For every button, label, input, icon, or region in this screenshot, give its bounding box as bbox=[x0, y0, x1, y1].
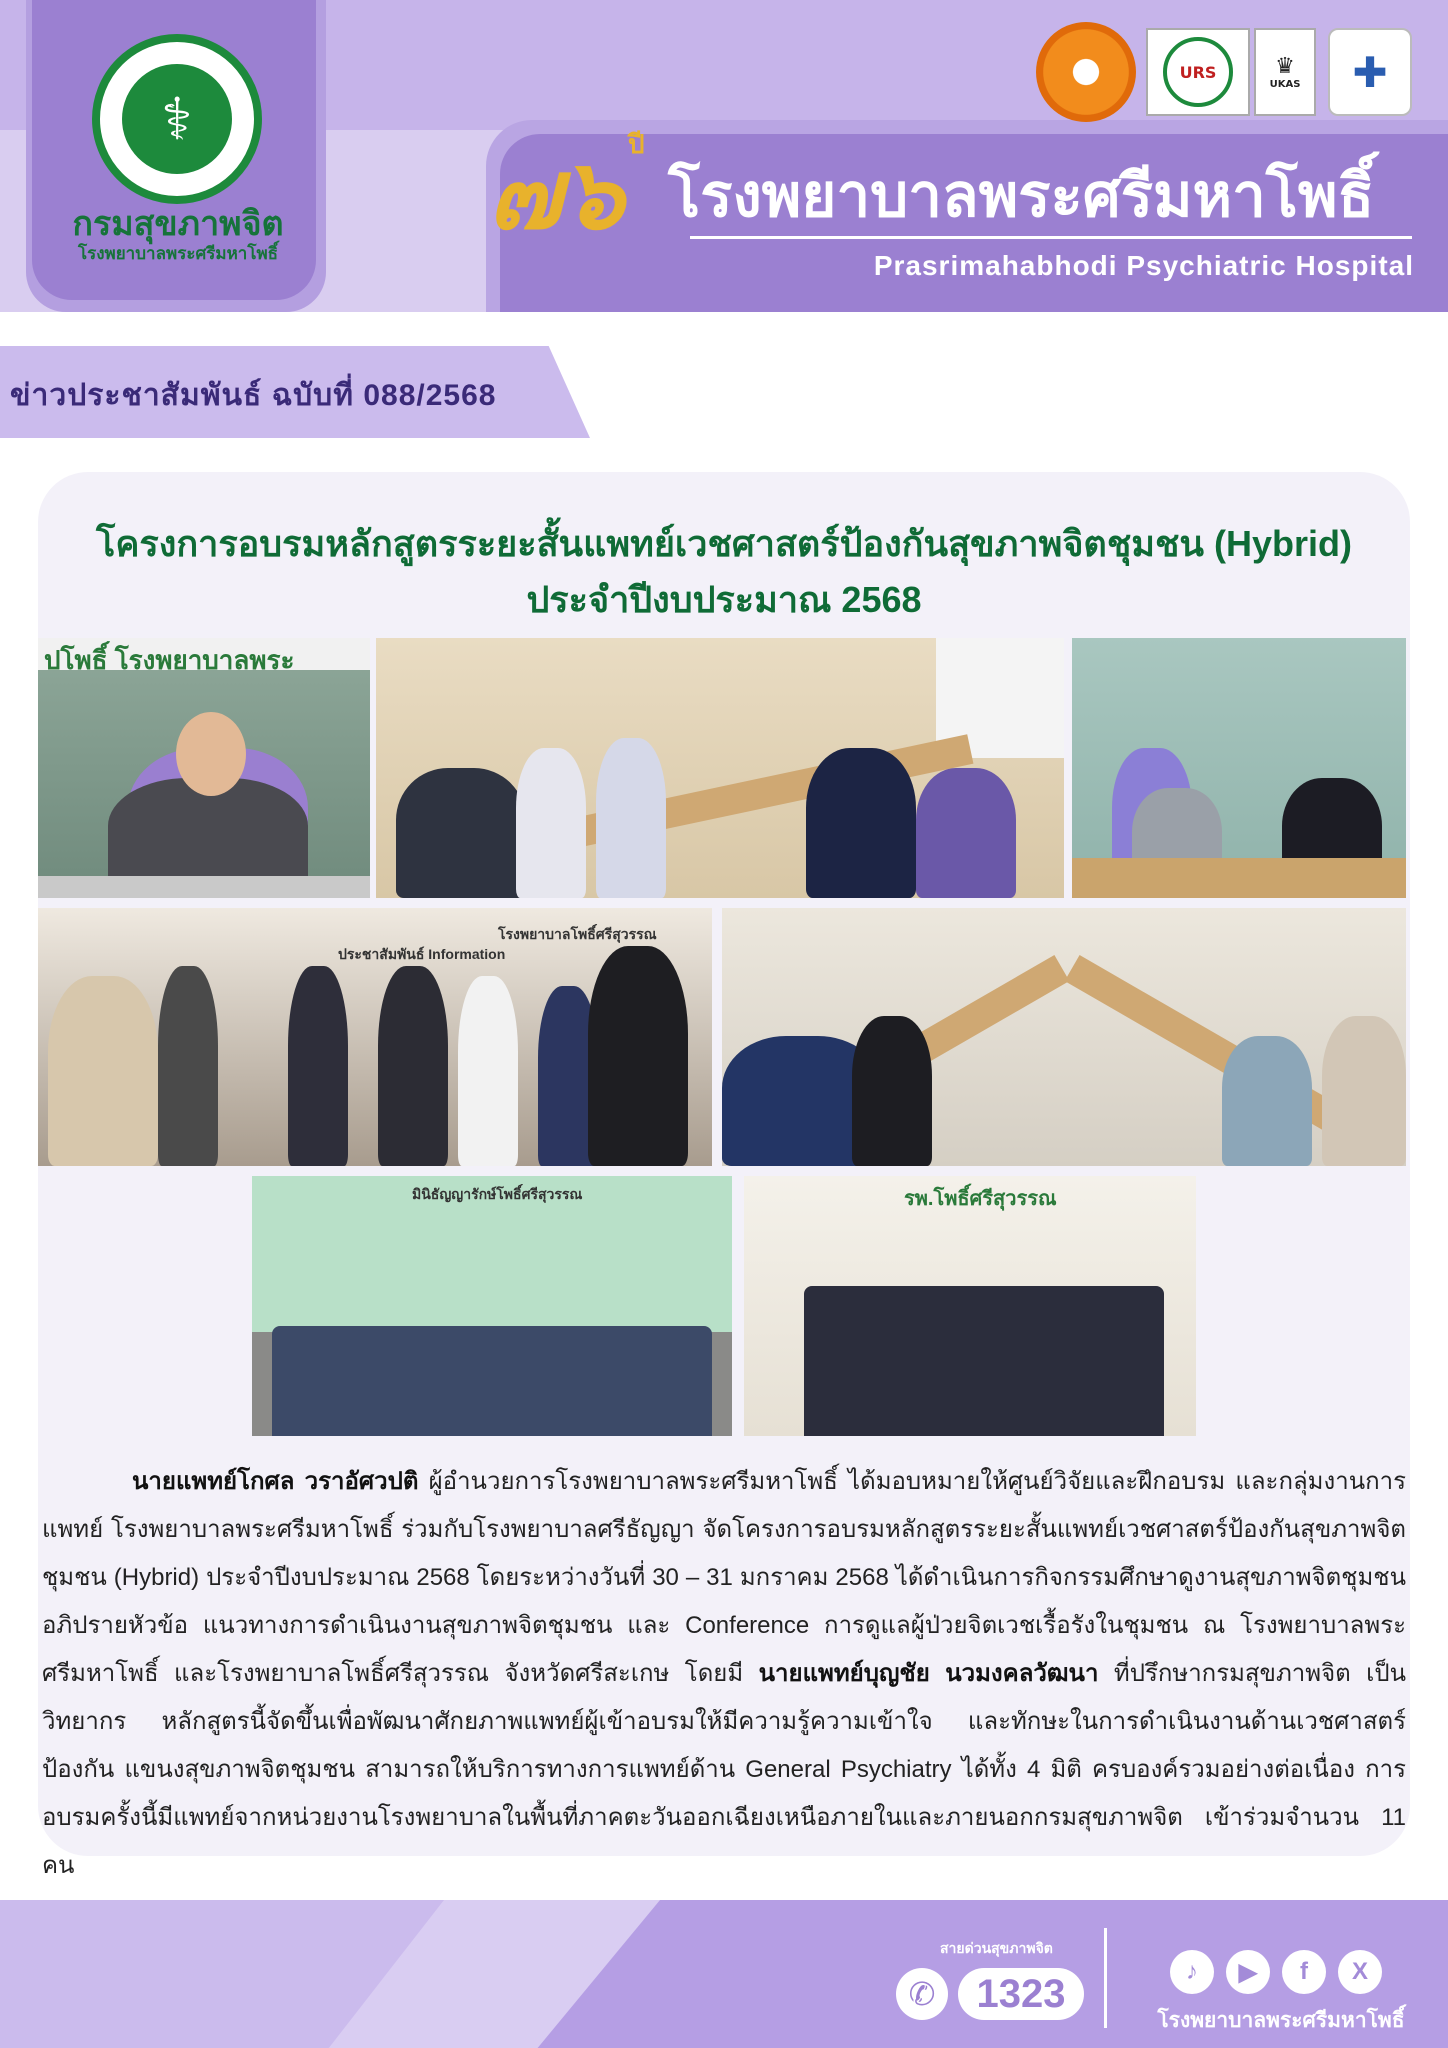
person bbox=[516, 748, 586, 898]
photo-director-speaking bbox=[38, 638, 370, 898]
group-people bbox=[804, 1286, 1164, 1436]
body-text-1: ผู้อำนวยการโรงพยาบาลพระศรีมหาโพธิ์ ได้มอบหมายให้ศูนย์วิจัยและฝึกอบรม และกลุ่มงานการแพทย์ โรงพยาบาลพระศรีมหาโพธิ์ ร่วมกับโรงพยาบาลศรีธัญญา จัดโครงการอบรมหลักสูตรระยะสั้นแพทย์เวชศาสตร์ป้องกันสุขภาพจิตชุมชน (Hybrid) ประจำปีงบประมาณ 2568 โดยระหว่างวันที่ 30 – 31 มกราคม 2568 ได้ดำเนินการกิจกรรมศึกษาดูงานสุขภาพจิตชุมชน อภิปรายหัวข้อ แนวทางการดำเนินงานสุขภาพจิตชุมชน และ Conference การดูแลผู้ป่วยจิตเวชเรื้อรังในชุมชน ณ โรงพยาบาลพระศรีมหาโพธิ์ และโรงพยาบาลโพธิ์ศรีสุวรรณ จังหวัดศรีสะเกษ โดยมี bbox=[42, 1468, 1406, 1687]
footer-hospital-name: โรงพยาบาลพระศรีมหาโพธิ์ bbox=[1157, 2009, 1405, 2032]
person bbox=[458, 976, 518, 1166]
ukas-label: UKAS bbox=[1269, 79, 1301, 90]
news-title bbox=[40, 516, 1408, 628]
desk bbox=[1072, 858, 1406, 898]
group-people bbox=[272, 1326, 712, 1436]
dharma-wheel-icon bbox=[1036, 22, 1136, 122]
building-sign: มินิธัญญารักษ์โพธิ์ศรีสุวรรณ bbox=[412, 1186, 583, 1202]
hospital-name-divider bbox=[690, 236, 1412, 239]
anniversary-unit: ปี bbox=[628, 130, 645, 160]
facebook-icon[interactable]: f bbox=[1282, 1950, 1326, 1994]
issue-label: ข่าวประชาสัมพันธ์ ฉบับที่ 088/2568 bbox=[10, 379, 497, 412]
person bbox=[588, 946, 688, 1166]
tiktok-icon[interactable]: ♪ bbox=[1170, 1950, 1214, 1994]
hospital-name-english: Prasrimahabhodi Psychiatric Hospital bbox=[873, 250, 1414, 281]
person bbox=[1322, 1016, 1406, 1166]
speaker-name: นายแพทย์บุญชัย นวมงคลวัฒนา bbox=[758, 1660, 1099, 1687]
person bbox=[1222, 1036, 1312, 1166]
ukas-certification-icon bbox=[1254, 28, 1316, 116]
medical-cross-icon: ✚ bbox=[1352, 47, 1388, 97]
chair bbox=[916, 768, 1016, 898]
person bbox=[48, 976, 158, 1166]
person bbox=[158, 966, 218, 1166]
anniversary-number: ๗๖ bbox=[488, 137, 624, 252]
person bbox=[852, 1016, 932, 1166]
hospital-name-thai: โรงพยาบาลพระศรีมหาโพธิ์ bbox=[668, 162, 1375, 229]
photo-banner-text: ปโพธิ์ โรงพยาบาลพระ bbox=[44, 645, 295, 675]
phone-icon: ✆ bbox=[896, 1968, 948, 2020]
urs-label: URS bbox=[1163, 37, 1233, 107]
info-sign: ประชาสัมพันธ์ Information bbox=[338, 946, 506, 962]
department-logo-subtitle: โรงพยาบาลพระศรีมหาโพธิ์ bbox=[77, 244, 279, 263]
news-title-line-1: โครงการอบรมหลักสูตรระยะสั้นแพทย์เวชศาสตร์ป้องกันสุขภาพจิตชุมชน (Hybrid) bbox=[95, 523, 1353, 564]
urs-certification-icon bbox=[1146, 28, 1250, 116]
healthcare-accreditation-icon bbox=[1328, 28, 1412, 116]
person bbox=[806, 748, 916, 898]
ministry-seal-icon bbox=[92, 34, 262, 204]
anniversary-emblem bbox=[488, 116, 658, 256]
photo-meeting-room bbox=[376, 638, 1064, 898]
department-name: กรมสุขภาพจิต bbox=[72, 205, 284, 243]
hotline-caption: สายด่วนสุขภาพจิต bbox=[940, 1940, 1053, 1956]
youtube-icon[interactable]: ▶ bbox=[1226, 1950, 1270, 1994]
person bbox=[378, 966, 448, 1166]
caduceus-icon: ⚕ bbox=[122, 64, 232, 174]
photo-online-session bbox=[1072, 638, 1406, 898]
person bbox=[396, 768, 526, 898]
x-icon[interactable]: X bbox=[1338, 1950, 1382, 1994]
footer-divider bbox=[1104, 1928, 1107, 2028]
photo-group-building bbox=[252, 1176, 732, 1436]
news-body bbox=[42, 1458, 1406, 1890]
hotline-number[interactable]: 1323 bbox=[958, 1968, 1084, 2020]
director-name: นายแพทย์โกศล วราอัศวปติ bbox=[132, 1468, 419, 1495]
person-head bbox=[176, 712, 246, 796]
rp-sign: รพ.โพธิ์ศรีสุวรรณ bbox=[904, 1188, 1057, 1210]
crown-tick-icon: ♛ bbox=[1275, 54, 1295, 79]
body-text-2: ที่ปรึกษากรมสุขภาพจิต เป็นวิทยากร หลักสูตรนี้จัดขึ้นเพื่อพัฒนาศักยภาพแพทย์ผู้เข้าอบรมให้มีความรู้ความเข้าใจ และทักษะในการดำเนินงานด้านเวชศาสตร์ป้องกัน แขนงสุขภาพจิตชุมชน สามารถให้บริการทางการแพทย์ด้าน General Psychiatry ได้ทั้ง 4 มิติ ครบองค์รวมอย่างต่อเนื่อง การอบรมครั้งนี้มีแพทย์จากหน่วยงานโรงพยาบาลในพื้นที่ภาคตะวันออกเฉียงเหนือภายในและภายนอกกรมสุขภาพจิต เข้าร่วมจำนวน 11 คน bbox=[42, 1660, 1407, 1879]
photo-group-hospital-sign bbox=[744, 1176, 1196, 1436]
person bbox=[596, 738, 666, 898]
desk bbox=[38, 876, 370, 898]
news-title-line-2: ประจำปีงบประมาณ 2568 bbox=[526, 579, 922, 620]
hospital-sign: โรงพยาบาลโพธิ์ศรีสุวรรณ bbox=[498, 926, 657, 942]
person bbox=[288, 966, 348, 1166]
photo-hospital-lobby bbox=[38, 908, 712, 1166]
photo-conference bbox=[722, 908, 1406, 1166]
